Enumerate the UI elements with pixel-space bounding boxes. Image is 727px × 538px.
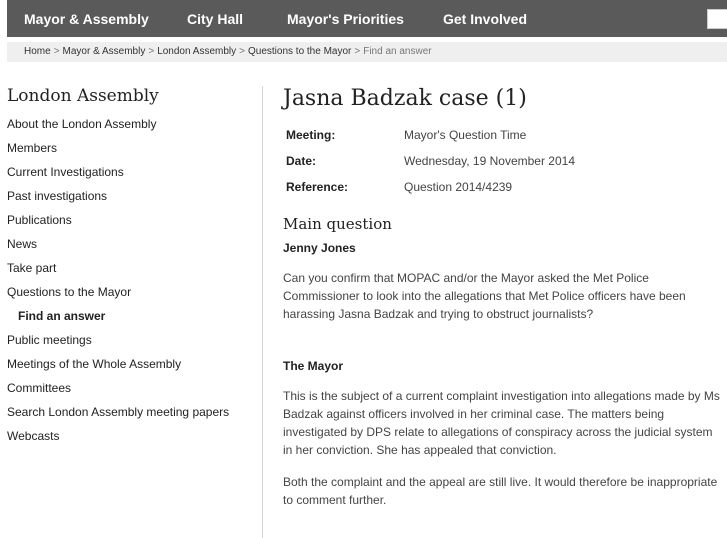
- breadcrumb: [7, 42, 727, 62]
- meta-row-date: [283, 153, 723, 179]
- question-text: Can you confirm that MOPAC and/or the Mayor asked the Met Police Commissioner to look into the allegations that Met Police officers have been harassing Jasna Badzak and trying to obstruct journalists?: [283, 271, 686, 321]
- sidebar-item-meetings-whole-assembly[interactable]: Meetings of the Whole Assembly: [7, 357, 182, 371]
- column-divider: [262, 86, 263, 538]
- sidebar-title[interactable]: London Assembly: [7, 86, 159, 106]
- date-label: Date:: [286, 154, 317, 168]
- sidebar-item-search-meeting-papers[interactable]: Search London Assembly meeting papers: [7, 405, 230, 419]
- question-metadata: [283, 127, 723, 205]
- reference-value: Question 2014/4239: [404, 180, 513, 194]
- sidebar-item-members[interactable]: Members: [7, 141, 58, 155]
- sidebar-item-find-an-answer[interactable]: Find an answer: [18, 309, 106, 323]
- breadcrumb-separator: >: [239, 46, 245, 57]
- meeting-value: Mayor's Question Time: [404, 128, 527, 142]
- sidebar-item-take-part[interactable]: Take part: [7, 261, 57, 275]
- nav-mayor-assembly[interactable]: Mayor & Assembly: [24, 11, 149, 27]
- sidebar-item-current-investigations[interactable]: Current Investigations: [7, 165, 124, 179]
- sidebar-item-publications[interactable]: Publications: [7, 213, 72, 227]
- date-value: Wednesday, 19 November 2014: [404, 154, 575, 168]
- breadcrumb-mayor-assembly[interactable]: Mayor & Assembly: [62, 46, 146, 57]
- top-navigation-bar: [7, 0, 727, 37]
- breadcrumb-home[interactable]: Home: [24, 46, 51, 57]
- nav-mayors-priorities[interactable]: Mayor's Priorities: [287, 11, 404, 27]
- sidebar-item-past-investigations[interactable]: Past investigations: [7, 189, 108, 203]
- meta-row-reference: [283, 179, 723, 205]
- section-title: Main question: [283, 215, 392, 233]
- answer-paragraph-1: This is the subject of a current complaint investigation into allegations made by Ms Badzak against officers involved in her criminal case. The matters being investigated by DPS relate to allegations of conspiracy across the judicial system in her conviction. She has appealed that conviction.: [283, 389, 720, 457]
- search-input[interactable]: [707, 9, 727, 29]
- nav-get-involved[interactable]: Get Involved: [443, 11, 528, 27]
- main-content: [283, 86, 723, 509]
- page-title: Jasna Badzak case (1): [283, 86, 527, 111]
- breadcrumb-separator: >: [53, 46, 60, 57]
- reference-label: Reference:: [286, 180, 349, 194]
- sidebar-item-webcasts[interactable]: Webcasts: [7, 429, 60, 443]
- sidebar-item-questions-to-the-mayor[interactable]: Questions to the Mayor: [7, 285, 132, 299]
- sidebar-item-about[interactable]: About the London Assembly: [7, 117, 157, 131]
- breadcrumb-separator: >: [148, 46, 155, 57]
- sidebar-menu: [7, 116, 257, 452]
- sidebar: [7, 86, 257, 452]
- meta-row-meeting: [283, 127, 723, 153]
- breadcrumb-separator: >: [354, 46, 361, 57]
- breadcrumb-london-assembly[interactable]: London Assembly: [157, 46, 237, 57]
- breadcrumb-questions-to-the-mayor[interactable]: Questions to the Mayor: [247, 46, 352, 57]
- breadcrumb-current: Find an answer: [363, 46, 432, 57]
- sidebar-item-committees[interactable]: Committees: [7, 381, 72, 395]
- meeting-label: Meeting:: [286, 128, 336, 142]
- asker-name: Jenny Jones: [283, 241, 356, 255]
- nav-city-hall[interactable]: City Hall: [187, 11, 244, 27]
- answer-paragraph-2: Both the complaint and the appeal are still live. It would therefore be inappropriate to comment further.: [283, 475, 718, 507]
- sidebar-item-news[interactable]: News: [7, 237, 38, 251]
- sidebar-item-public-meetings[interactable]: Public meetings: [7, 333, 92, 347]
- answerer-name: The Mayor: [283, 359, 344, 373]
